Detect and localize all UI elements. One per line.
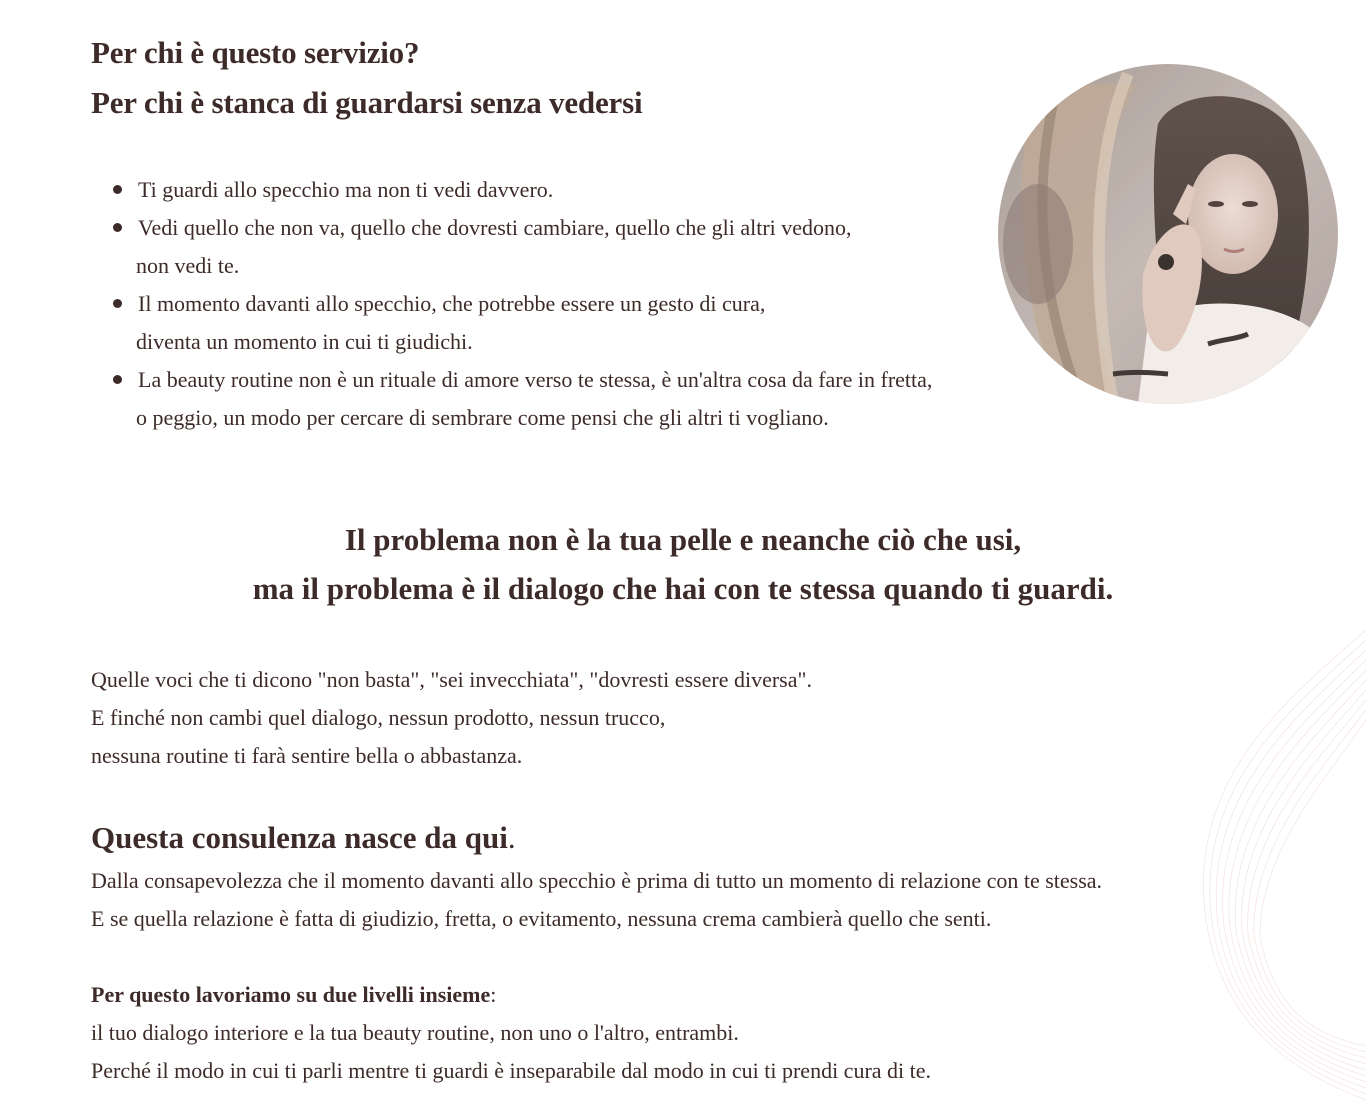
levels-paragraph bbox=[91, 976, 931, 1090]
list-item-line: diventa un momento in cui ti giudichi. bbox=[136, 329, 473, 354]
list-item-line: Ti guardi allo specchio ma non ti vedi davvero. bbox=[138, 177, 554, 202]
list-item-line: non vedi te. bbox=[136, 253, 240, 278]
heading-subtitle: Per chi è stanca di guardarsi senza vedersi bbox=[91, 85, 643, 120]
problem-line-1: Il problema non è la tua pelle e neanche ciò che usi, bbox=[344, 522, 1022, 557]
decorative-wave-lines bbox=[1166, 620, 1366, 1112]
consulenza-line-1: Dalla consapevolezza che il momento davanti allo specchio è prima di tutto un momento di relazione con te stessa. bbox=[91, 868, 1103, 893]
levels-colon: : bbox=[490, 982, 497, 1007]
consulenza-paragraph bbox=[91, 862, 1102, 938]
list-item bbox=[111, 361, 1111, 437]
heading-who-is-it-for: Per chi è questo servizio? bbox=[91, 35, 420, 70]
list-item bbox=[111, 209, 1111, 285]
levels-line-2: Perché il modo in cui ti parli mentre ti guardi è inseparabile dal modo in cui ti prendi cura di te. bbox=[91, 1058, 932, 1083]
voices-line-2: E finché non cambi quel dialogo, nessun prodotto, nessun trucco, bbox=[91, 705, 666, 730]
list-item-line: Il momento davanti allo specchio, che potrebbe essere un gesto di cura, bbox=[138, 291, 766, 316]
section-header bbox=[91, 28, 971, 128]
list-item-line: o peggio, un modo per cercare di sembrare come pensi che gli altri ti vogliano. bbox=[136, 405, 829, 430]
consulenza-title: Questa consulenza nasce da qui bbox=[91, 820, 508, 855]
consulenza-title-punct: . bbox=[507, 820, 516, 855]
consulenza-heading bbox=[91, 815, 516, 861]
list-item bbox=[111, 171, 1111, 209]
problem-statement bbox=[0, 515, 1366, 613]
voices-paragraph bbox=[91, 661, 812, 775]
list-item-line: Vedi quello che non va, quello che dovresti cambiare, quello che gli altri vedono, bbox=[138, 215, 852, 240]
problem-line-2: ma il problema è il dialogo che hai con te stessa quando ti guardi. bbox=[252, 571, 1114, 606]
levels-line-1: il tuo dialogo interiore e la tua beauty routine, non uno o l'altro, entrambi. bbox=[91, 1020, 739, 1045]
list-item-line: La beauty routine non è un rituale di amore verso te stessa, è un'altra cosa da fare in fretta, bbox=[138, 367, 933, 392]
list-item bbox=[111, 285, 1111, 361]
voices-line-3: nessuna routine ti farà sentire bella o abbastanza. bbox=[91, 743, 523, 768]
pain-points-list bbox=[111, 171, 1111, 437]
consulenza-line-2: E se quella relazione è fatta di giudizio, fretta, o evitamento, nessuna crema cambierà quello che senti. bbox=[91, 906, 992, 931]
levels-bold: Per questo lavoriamo su due livelli insieme bbox=[91, 982, 491, 1007]
levels-intro bbox=[91, 976, 931, 1014]
voices-line-1: Quelle voci che ti dicono "non basta", "sei invecchiata", "dovresti essere diversa". bbox=[91, 667, 812, 692]
